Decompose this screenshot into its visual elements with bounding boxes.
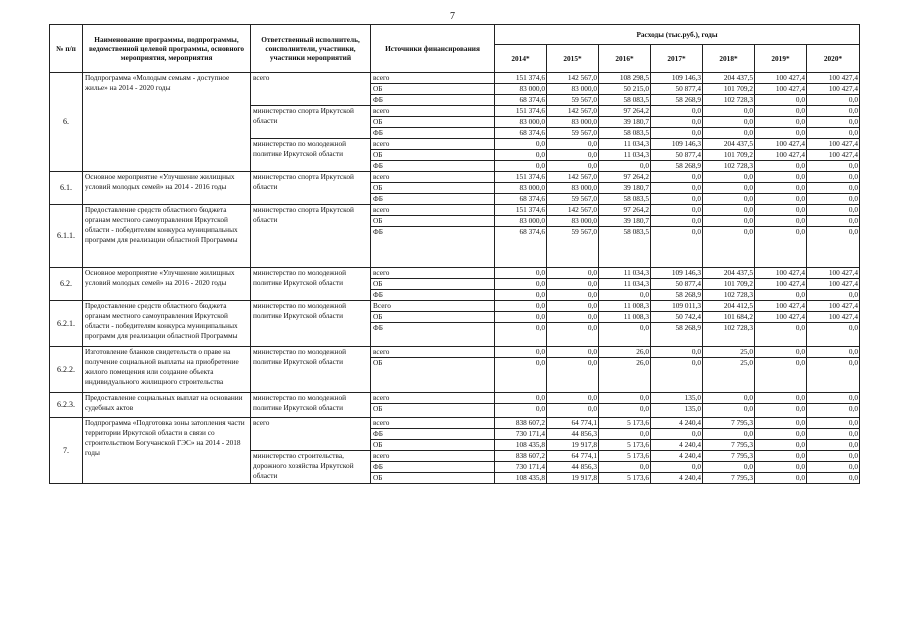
value-cell: 0,0 <box>755 418 807 429</box>
value-cell: 100 427,4 <box>807 279 860 290</box>
value-cell: 0,0 <box>807 161 860 172</box>
value-cell: 0,0 <box>651 183 703 194</box>
value-cell: 0,0 <box>599 161 651 172</box>
header-year: 2015* <box>547 45 599 73</box>
value-cell: 100 427,4 <box>807 84 860 95</box>
value-cell: 151 374,6 <box>495 205 547 216</box>
value-cell: 100 427,4 <box>755 312 807 323</box>
row-source: ФБ <box>371 227 495 268</box>
value-cell: 58 268,9 <box>651 95 703 106</box>
value-cell: 0,0 <box>755 106 807 117</box>
value-cell: 0,0 <box>755 194 807 205</box>
value-cell: 0,0 <box>495 323 547 347</box>
value-cell: 68 374,6 <box>495 194 547 205</box>
row-source: ОБ <box>371 84 495 95</box>
value-cell: 100 427,4 <box>755 301 807 312</box>
value-cell: 0,0 <box>599 393 651 404</box>
value-cell: 100 427,4 <box>807 139 860 150</box>
row-number: 6.2.3. <box>50 393 83 418</box>
value-cell: 83 000,0 <box>495 84 547 95</box>
value-cell: 0,0 <box>547 393 599 404</box>
value-cell: 0,0 <box>755 404 807 418</box>
row-source: всего <box>371 268 495 279</box>
row-source: всего <box>371 418 495 429</box>
value-cell: 204 437,5 <box>703 73 755 84</box>
value-cell: 83 000,0 <box>547 216 599 227</box>
value-cell: 0,0 <box>755 462 807 473</box>
value-cell: 0,0 <box>807 358 860 393</box>
value-cell: 68 374,6 <box>495 128 547 139</box>
value-cell: 100 427,4 <box>755 279 807 290</box>
value-cell: 0,0 <box>703 227 755 268</box>
value-cell: 135,0 <box>651 404 703 418</box>
value-cell: 0,0 <box>651 128 703 139</box>
value-cell: 83 000,0 <box>547 117 599 128</box>
value-cell: 100 427,4 <box>755 73 807 84</box>
value-cell: 0,0 <box>755 347 807 358</box>
value-cell: 11 034,3 <box>599 279 651 290</box>
value-cell: 0,0 <box>807 347 860 358</box>
value-cell: 5 173,6 <box>599 440 651 451</box>
value-cell: 838 607,2 <box>495 451 547 462</box>
value-cell: 0,0 <box>651 462 703 473</box>
value-cell: 50 877,4 <box>651 279 703 290</box>
value-cell: 97 264,2 <box>599 106 651 117</box>
value-cell: 151 374,6 <box>495 172 547 183</box>
row-source: всего <box>371 393 495 404</box>
value-cell: 102 728,3 <box>703 95 755 106</box>
value-cell: 0,0 <box>703 117 755 128</box>
value-cell: 108 435,8 <box>495 473 547 484</box>
value-cell: 0,0 <box>755 117 807 128</box>
value-cell: 7 795,3 <box>703 451 755 462</box>
value-cell: 5 173,6 <box>599 451 651 462</box>
row-number: 7. <box>50 418 83 484</box>
value-cell: 0,0 <box>547 268 599 279</box>
row-source: ФБ <box>371 429 495 440</box>
value-cell: 0,0 <box>703 429 755 440</box>
value-cell: 0,0 <box>807 418 860 429</box>
budget-table <box>49 24 860 484</box>
value-cell: 0,0 <box>755 216 807 227</box>
value-cell: 0,0 <box>807 172 860 183</box>
value-cell: 0,0 <box>807 393 860 404</box>
value-cell: 0,0 <box>807 128 860 139</box>
row-source: всего <box>371 106 495 117</box>
value-cell: 59 567,0 <box>547 227 599 268</box>
value-cell: 100 427,4 <box>807 73 860 84</box>
value-cell: 108 298,5 <box>599 73 651 84</box>
value-cell: 0,0 <box>703 128 755 139</box>
value-cell: 7 795,3 <box>703 418 755 429</box>
row-source: ОБ <box>371 440 495 451</box>
row-source: всего <box>371 451 495 462</box>
value-cell: 83 000,0 <box>495 117 547 128</box>
value-cell: 0,0 <box>807 404 860 418</box>
value-cell: 50 742,4 <box>651 312 703 323</box>
value-cell: 0,0 <box>599 290 651 301</box>
value-cell: 5 173,6 <box>599 473 651 484</box>
value-cell: 0,0 <box>807 429 860 440</box>
value-cell: 0,0 <box>495 279 547 290</box>
value-cell: 101 709,2 <box>703 150 755 161</box>
value-cell: 0,0 <box>755 183 807 194</box>
value-cell: 83 000,0 <box>547 84 599 95</box>
table-row <box>50 268 860 279</box>
value-cell: 102 728,3 <box>703 290 755 301</box>
value-cell: 0,0 <box>807 95 860 106</box>
value-cell: 0,0 <box>755 172 807 183</box>
value-cell: 0,0 <box>755 128 807 139</box>
row-executor: министерство по молодежной политике Иркутской области <box>251 268 371 301</box>
row-source: ФБ <box>371 462 495 473</box>
row-source: ФБ <box>371 323 495 347</box>
table-row <box>50 172 860 183</box>
row-source: ОБ <box>371 117 495 128</box>
value-cell: 0,0 <box>703 106 755 117</box>
value-cell: 100 427,4 <box>755 139 807 150</box>
value-cell: 59 567,0 <box>547 128 599 139</box>
value-cell: 0,0 <box>703 205 755 216</box>
table-row <box>50 73 860 84</box>
row-source: ОБ <box>371 183 495 194</box>
value-cell: 4 240,4 <box>651 473 703 484</box>
row-source: ФБ <box>371 128 495 139</box>
row-name: Предоставление социальных выплат на основании судебных актов <box>83 393 251 418</box>
value-cell: 0,0 <box>755 323 807 347</box>
value-cell: 0,0 <box>807 205 860 216</box>
value-cell: 0,0 <box>807 451 860 462</box>
value-cell: 0,0 <box>703 393 755 404</box>
value-cell: 101 684,2 <box>703 312 755 323</box>
value-cell: 135,0 <box>651 393 703 404</box>
value-cell: 102 728,3 <box>703 161 755 172</box>
value-cell: 11 034,3 <box>599 139 651 150</box>
value-cell: 0,0 <box>599 429 651 440</box>
row-source: ФБ <box>371 194 495 205</box>
value-cell: 68 374,6 <box>495 227 547 268</box>
value-cell: 101 709,2 <box>703 279 755 290</box>
value-cell: 0,0 <box>599 323 651 347</box>
value-cell: 0,0 <box>651 347 703 358</box>
row-name: Основное мероприятие «Улучшение жилищных условий молодых семей» на 2014 - 2016 годы <box>83 172 251 205</box>
row-executor: министерство по молодежной политике Иркутской области <box>251 393 371 418</box>
value-cell: 151 374,6 <box>495 73 547 84</box>
row-name: Основное мероприятие «Улучшение жилищных условий молодых семей» на 2016 - 2020 годы <box>83 268 251 301</box>
table-row <box>50 347 860 358</box>
value-cell: 0,0 <box>755 95 807 106</box>
value-cell: 4 240,4 <box>651 418 703 429</box>
value-cell: 0,0 <box>547 279 599 290</box>
value-cell: 109 146,3 <box>651 268 703 279</box>
value-cell: 68 374,6 <box>495 95 547 106</box>
row-executor: министерство по молодежной политике Иркутской области <box>251 139 371 172</box>
value-cell: 59 567,0 <box>547 194 599 205</box>
value-cell: 0,0 <box>755 393 807 404</box>
value-cell: 0,0 <box>495 393 547 404</box>
row-name: Изготовление бланков свидетельств о праве на получение социальной выплаты на приобретение жилого помещения или создание объекта индивидуального жилищного строительства <box>83 347 251 393</box>
value-cell: 11 008,3 <box>599 301 651 312</box>
value-cell: 7 795,3 <box>703 473 755 484</box>
value-cell: 109 146,3 <box>651 73 703 84</box>
value-cell: 83 000,0 <box>495 183 547 194</box>
value-cell: 0,0 <box>599 462 651 473</box>
row-source: ОБ <box>371 473 495 484</box>
value-cell: 0,0 <box>547 312 599 323</box>
value-cell: 100 427,4 <box>807 268 860 279</box>
value-cell: 58 083,5 <box>599 227 651 268</box>
value-cell: 0,0 <box>651 227 703 268</box>
value-cell: 0,0 <box>651 429 703 440</box>
header-year: 2019* <box>755 45 807 73</box>
value-cell: 108 435,8 <box>495 440 547 451</box>
value-cell: 0,0 <box>807 194 860 205</box>
value-cell: 39 180,7 <box>599 216 651 227</box>
value-cell: 39 180,7 <box>599 183 651 194</box>
value-cell: 11 008,3 <box>599 312 651 323</box>
row-source: Всего <box>371 301 495 312</box>
value-cell: 109 146,3 <box>651 139 703 150</box>
value-cell: 0,0 <box>755 227 807 268</box>
value-cell: 0,0 <box>755 429 807 440</box>
value-cell: 0,0 <box>599 404 651 418</box>
value-cell: 58 083,5 <box>599 194 651 205</box>
value-cell: 0,0 <box>755 451 807 462</box>
row-source: всего <box>371 73 495 84</box>
value-cell: 0,0 <box>495 347 547 358</box>
value-cell: 19 917,8 <box>547 440 599 451</box>
value-cell: 7 795,3 <box>703 440 755 451</box>
value-cell: 0,0 <box>495 161 547 172</box>
value-cell: 142 567,0 <box>547 205 599 216</box>
value-cell: 0,0 <box>651 205 703 216</box>
value-cell: 0,0 <box>807 117 860 128</box>
value-cell: 25,0 <box>703 347 755 358</box>
value-cell: 100 427,4 <box>755 84 807 95</box>
value-cell: 19 917,8 <box>547 473 599 484</box>
value-cell: 0,0 <box>547 301 599 312</box>
value-cell: 0,0 <box>495 358 547 393</box>
value-cell: 0,0 <box>547 347 599 358</box>
row-source: всего <box>371 139 495 150</box>
value-cell: 44 856,3 <box>547 462 599 473</box>
row-source: всего <box>371 205 495 216</box>
row-executor: министерство по молодежной политике Иркутской области <box>251 301 371 347</box>
value-cell: 83 000,0 <box>495 216 547 227</box>
header-year: 2017* <box>651 45 703 73</box>
value-cell: 0,0 <box>547 404 599 418</box>
header-year: 2018* <box>703 45 755 73</box>
value-cell: 100 427,4 <box>755 268 807 279</box>
value-cell: 730 171,4 <box>495 462 547 473</box>
value-cell: 204 437,5 <box>703 268 755 279</box>
value-cell: 50 877,4 <box>651 84 703 95</box>
value-cell: 50 877,4 <box>651 150 703 161</box>
value-cell: 0,0 <box>547 139 599 150</box>
value-cell: 0,0 <box>495 268 547 279</box>
value-cell: 151 374,6 <box>495 106 547 117</box>
row-source: всего <box>371 347 495 358</box>
value-cell: 4 240,4 <box>651 440 703 451</box>
value-cell: 0,0 <box>495 290 547 301</box>
row-number: 6.1. <box>50 172 83 205</box>
value-cell: 0,0 <box>755 205 807 216</box>
value-cell: 100 427,4 <box>807 312 860 323</box>
value-cell: 0,0 <box>703 194 755 205</box>
value-cell: 0,0 <box>807 462 860 473</box>
value-cell: 101 709,2 <box>703 84 755 95</box>
row-number: 6.2. <box>50 268 83 301</box>
row-number: 6.2.1. <box>50 301 83 347</box>
value-cell: 58 268,9 <box>651 161 703 172</box>
value-cell: 100 427,4 <box>807 301 860 312</box>
header-source: Источники финансирования <box>371 25 495 73</box>
value-cell: 0,0 <box>651 358 703 393</box>
value-cell: 0,0 <box>547 323 599 347</box>
row-source: ФБ <box>371 95 495 106</box>
value-cell: 64 774,1 <box>547 418 599 429</box>
header-num: № п/п <box>50 25 83 73</box>
row-number: 6.1.1. <box>50 205 83 268</box>
value-cell: 25,0 <box>703 358 755 393</box>
value-cell: 0,0 <box>755 161 807 172</box>
value-cell: 0,0 <box>495 139 547 150</box>
value-cell: 0,0 <box>703 216 755 227</box>
value-cell: 142 567,0 <box>547 172 599 183</box>
row-executor: министерство по молодежной политике Иркутской области <box>251 347 371 393</box>
value-cell: 0,0 <box>703 462 755 473</box>
row-executor: министерство спорта Иркутской области <box>251 106 371 139</box>
page-number: 7 <box>450 11 455 22</box>
row-name: Подпрограмма «Молодым семьям - доступное жилье» на 2014 - 2020 годы <box>83 73 251 172</box>
value-cell: 58 083,5 <box>599 128 651 139</box>
row-source: ФБ <box>371 290 495 301</box>
value-cell: 39 180,7 <box>599 117 651 128</box>
value-cell: 11 034,3 <box>599 150 651 161</box>
row-source: ОБ <box>371 312 495 323</box>
value-cell: 50 215,0 <box>599 84 651 95</box>
row-number: 6.2.2. <box>50 347 83 393</box>
value-cell: 5 173,6 <box>599 418 651 429</box>
value-cell: 0,0 <box>807 106 860 117</box>
value-cell: 64 774,1 <box>547 451 599 462</box>
value-cell: 204 412,5 <box>703 301 755 312</box>
value-cell: 0,0 <box>703 172 755 183</box>
value-cell: 0,0 <box>651 194 703 205</box>
header-year: 2014* <box>495 45 547 73</box>
row-name: Предоставление средств областного бюджета органам местного самоуправления Иркутской области - победителям конкурса муниципальных программ для реализации областной Программы <box>83 205 251 268</box>
header-year: 2020* <box>807 45 860 73</box>
value-cell: 0,0 <box>755 290 807 301</box>
row-source: ОБ <box>371 216 495 227</box>
value-cell: 0,0 <box>703 404 755 418</box>
row-executor: министерство спорта Иркутской области <box>251 172 371 205</box>
value-cell: 0,0 <box>807 216 860 227</box>
value-cell: 26,0 <box>599 358 651 393</box>
value-cell: 0,0 <box>755 440 807 451</box>
table-row <box>50 418 860 429</box>
header-expenses: Расходы (тыс.руб.), годы <box>495 25 860 45</box>
value-cell: 0,0 <box>651 117 703 128</box>
row-name: Предоставление средств областного бюджета органам местного самоуправления Иркутской области - победителям конкурса муниципальных программ для реализации областной Программы <box>83 301 251 347</box>
row-executor: министерство строительства, дорожного хозяйства Иркутской области <box>251 451 371 484</box>
value-cell: 4 240,4 <box>651 451 703 462</box>
value-cell: 100 427,4 <box>755 150 807 161</box>
value-cell: 58 268,9 <box>651 323 703 347</box>
value-cell: 0,0 <box>651 106 703 117</box>
value-cell: 109 011,3 <box>651 301 703 312</box>
value-cell: 0,0 <box>755 358 807 393</box>
header-executor: Ответственный исполнитель, соисполнители, участники, участники мероприятий <box>251 25 371 73</box>
row-source: ФБ <box>371 161 495 172</box>
row-number: 6. <box>50 73 83 172</box>
header-name: Наименование программы, подпрограммы, ведомственной целевой программы, основного мероприятия, мероприятия <box>83 25 251 73</box>
value-cell: 11 034,3 <box>599 268 651 279</box>
value-cell: 83 000,0 <box>547 183 599 194</box>
value-cell: 0,0 <box>547 290 599 301</box>
value-cell: 97 264,2 <box>599 205 651 216</box>
value-cell: 0,0 <box>807 473 860 484</box>
row-source: всего <box>371 172 495 183</box>
value-cell: 730 171,4 <box>495 429 547 440</box>
value-cell: 0,0 <box>807 323 860 347</box>
value-cell: 0,0 <box>703 183 755 194</box>
row-executor: министерство спорта Иркутской области <box>251 205 371 268</box>
value-cell: 0,0 <box>807 440 860 451</box>
table-row <box>50 301 860 312</box>
value-cell: 102 728,3 <box>703 323 755 347</box>
value-cell: 0,0 <box>755 473 807 484</box>
value-cell: 0,0 <box>807 183 860 194</box>
value-cell: 142 567,0 <box>547 106 599 117</box>
value-cell: 0,0 <box>651 216 703 227</box>
value-cell: 0,0 <box>495 150 547 161</box>
row-source: ОБ <box>371 150 495 161</box>
row-executor: всего <box>251 73 371 106</box>
value-cell: 26,0 <box>599 347 651 358</box>
value-cell: 0,0 <box>651 172 703 183</box>
row-executor: всего <box>251 418 371 451</box>
value-cell: 838 607,2 <box>495 418 547 429</box>
value-cell: 58 083,5 <box>599 95 651 106</box>
row-source: ОБ <box>371 279 495 290</box>
row-source: ОБ <box>371 404 495 418</box>
value-cell: 44 856,3 <box>547 429 599 440</box>
value-cell: 58 268,9 <box>651 290 703 301</box>
value-cell: 0,0 <box>495 404 547 418</box>
value-cell: 142 567,0 <box>547 73 599 84</box>
row-source: ОБ <box>371 358 495 393</box>
value-cell: 100 427,4 <box>807 150 860 161</box>
value-cell: 0,0 <box>547 150 599 161</box>
budget-table-body <box>50 73 860 484</box>
value-cell: 0,0 <box>807 290 860 301</box>
value-cell: 0,0 <box>807 227 860 268</box>
value-cell: 97 264,2 <box>599 172 651 183</box>
table-row <box>50 393 860 404</box>
row-name: Подпрограмма «Подготовка зоны затопления части территории Иркутской области в связи со строительством Богучанской ГЭС» на 2014 - 2018 годы <box>83 418 251 484</box>
value-cell: 0,0 <box>547 358 599 393</box>
value-cell: 204 437,5 <box>703 139 755 150</box>
header-year: 2016* <box>599 45 651 73</box>
value-cell: 59 567,0 <box>547 95 599 106</box>
value-cell: 0,0 <box>495 301 547 312</box>
table-row <box>50 205 860 216</box>
value-cell: 0,0 <box>547 161 599 172</box>
value-cell: 0,0 <box>495 312 547 323</box>
